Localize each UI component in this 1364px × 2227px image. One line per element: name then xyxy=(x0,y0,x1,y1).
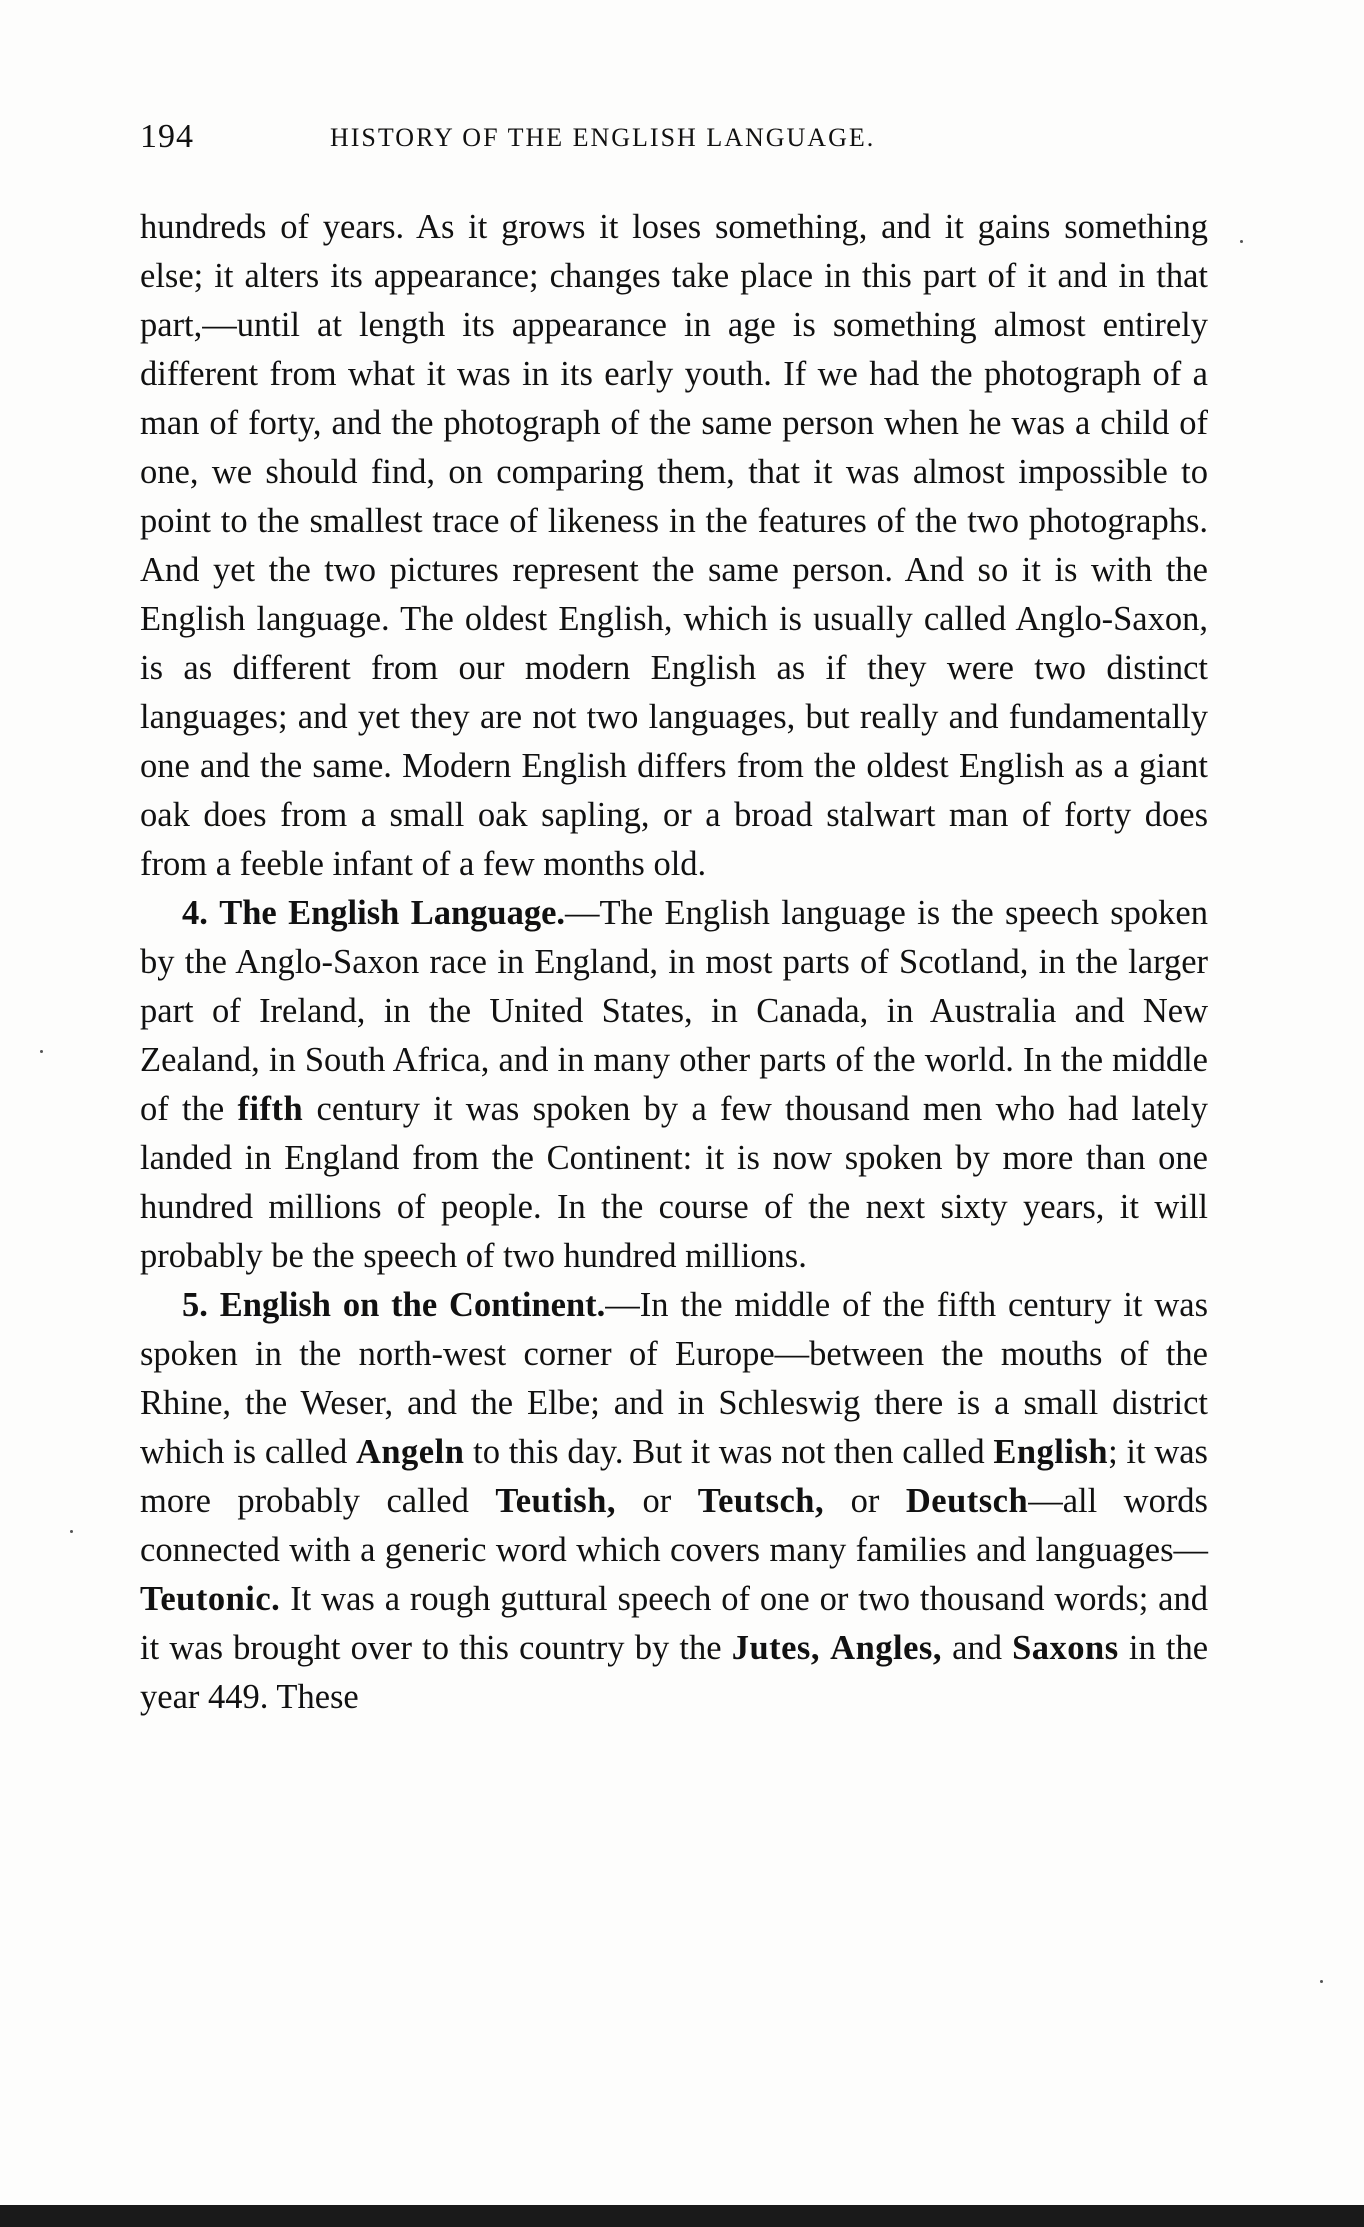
body-text xyxy=(140,203,1208,1722)
term-angles: Angles, xyxy=(830,1629,942,1667)
section-5-text-10: in the year 449. These xyxy=(140,1629,1209,1716)
section-5-text-5: or xyxy=(824,1482,906,1520)
section-4-heading: The English Language. xyxy=(219,894,566,932)
scan-bottom-edge xyxy=(0,2205,1364,2227)
page-speck xyxy=(40,1050,43,1053)
page-speck xyxy=(1240,240,1243,243)
term-saxons: Saxons xyxy=(1012,1629,1119,1667)
page-number: 194 xyxy=(140,118,194,155)
section-5-heading: English on the Continent. xyxy=(219,1286,606,1324)
term-angeln: Angeln xyxy=(355,1433,465,1471)
section-4-text-b: century it was spoken by a few thousand men who had lately landed in England from the Continent: it is now spoken by more than one hundred millions of people. In the course of the next sixty years, it will probably be the speech of two hundred millions. xyxy=(140,1090,1209,1275)
section-5-paragraph xyxy=(140,1281,1208,1722)
section-5-text-2: to this day. But it was not then called xyxy=(464,1433,994,1471)
paragraph-continuation: hundreds of years. As it grows it loses something, and it gains something else; it alters its appearance; changes take place in this part of it and in that part,—until at length its appearance in age is something almost entirely different from what it was in its early youth. If we had the photograph of a man of forty, and the photograph of the same person when he was a child of one, we should find, on comparing them, that it was almost impossible to point to the smallest trace of likeness in the features of the two photographs. And yet the two pictures represent the same person. And so it is with the English language. The oldest English, which is usually called Anglo-Saxon, is as different from our modern English as if they were two distinct languages; and yet they are not two languages, but really and fundamentally one and the same. Modern English differs from the oldest English as a giant oak does from a small oak sapling, or a broad stalwart man of forty does from a feeble infant of a few months old. xyxy=(140,208,1208,883)
section-4-dash: — xyxy=(565,894,600,932)
section-4-paragraph xyxy=(140,889,1208,1281)
section-5-text-9: and xyxy=(941,1629,1013,1667)
term-english: English xyxy=(993,1433,1109,1471)
term-teutonic: Teutonic. xyxy=(140,1580,281,1618)
term-fifth: fifth xyxy=(237,1090,304,1128)
section-5-dash: — xyxy=(605,1286,640,1324)
term-teutish: Teutish, xyxy=(495,1482,617,1520)
page-speck xyxy=(70,1530,73,1533)
section-5-number: 5. xyxy=(182,1286,208,1324)
page-speck xyxy=(1320,1980,1323,1983)
section-4-text-a: The English language is the speech spoken by the Anglo-Saxon race in England, in most parts of Scotland, in the larger part of Ireland, in the United States, in Canada, in Australia and New Zealand, in South Africa, and in many other parts of the world. In the middle of the xyxy=(140,894,1208,1128)
section-5-text-1: In the middle of the fifth century it was spoken in the north-west corner of Europe—between the mouths of the Rhine, the Weser, and the Elbe; and in Schleswig there is a small district which is called xyxy=(140,1286,1209,1471)
section-5-text-6: —all words connected with a generic word which covers many families and languages— xyxy=(140,1482,1208,1569)
running-head: HISTORY OF THE ENGLISH LANGUAGE. xyxy=(330,123,876,152)
term-teutsch: Teutsch, xyxy=(697,1482,825,1520)
page-header xyxy=(140,118,1230,168)
term-jutes: Jutes, xyxy=(731,1629,820,1667)
term-deutsch: Deutsch xyxy=(905,1482,1029,1520)
section-5-text-7: It was a rough guttural speech of one or two thousand words; and it was brought over to this country by the xyxy=(140,1580,1208,1667)
section-5-text-8 xyxy=(820,1629,830,1667)
section-5-text-4: or xyxy=(616,1482,698,1520)
section-4-number: 4. xyxy=(182,894,208,932)
section-5-text-3: ; it was more probably called xyxy=(140,1433,1208,1520)
